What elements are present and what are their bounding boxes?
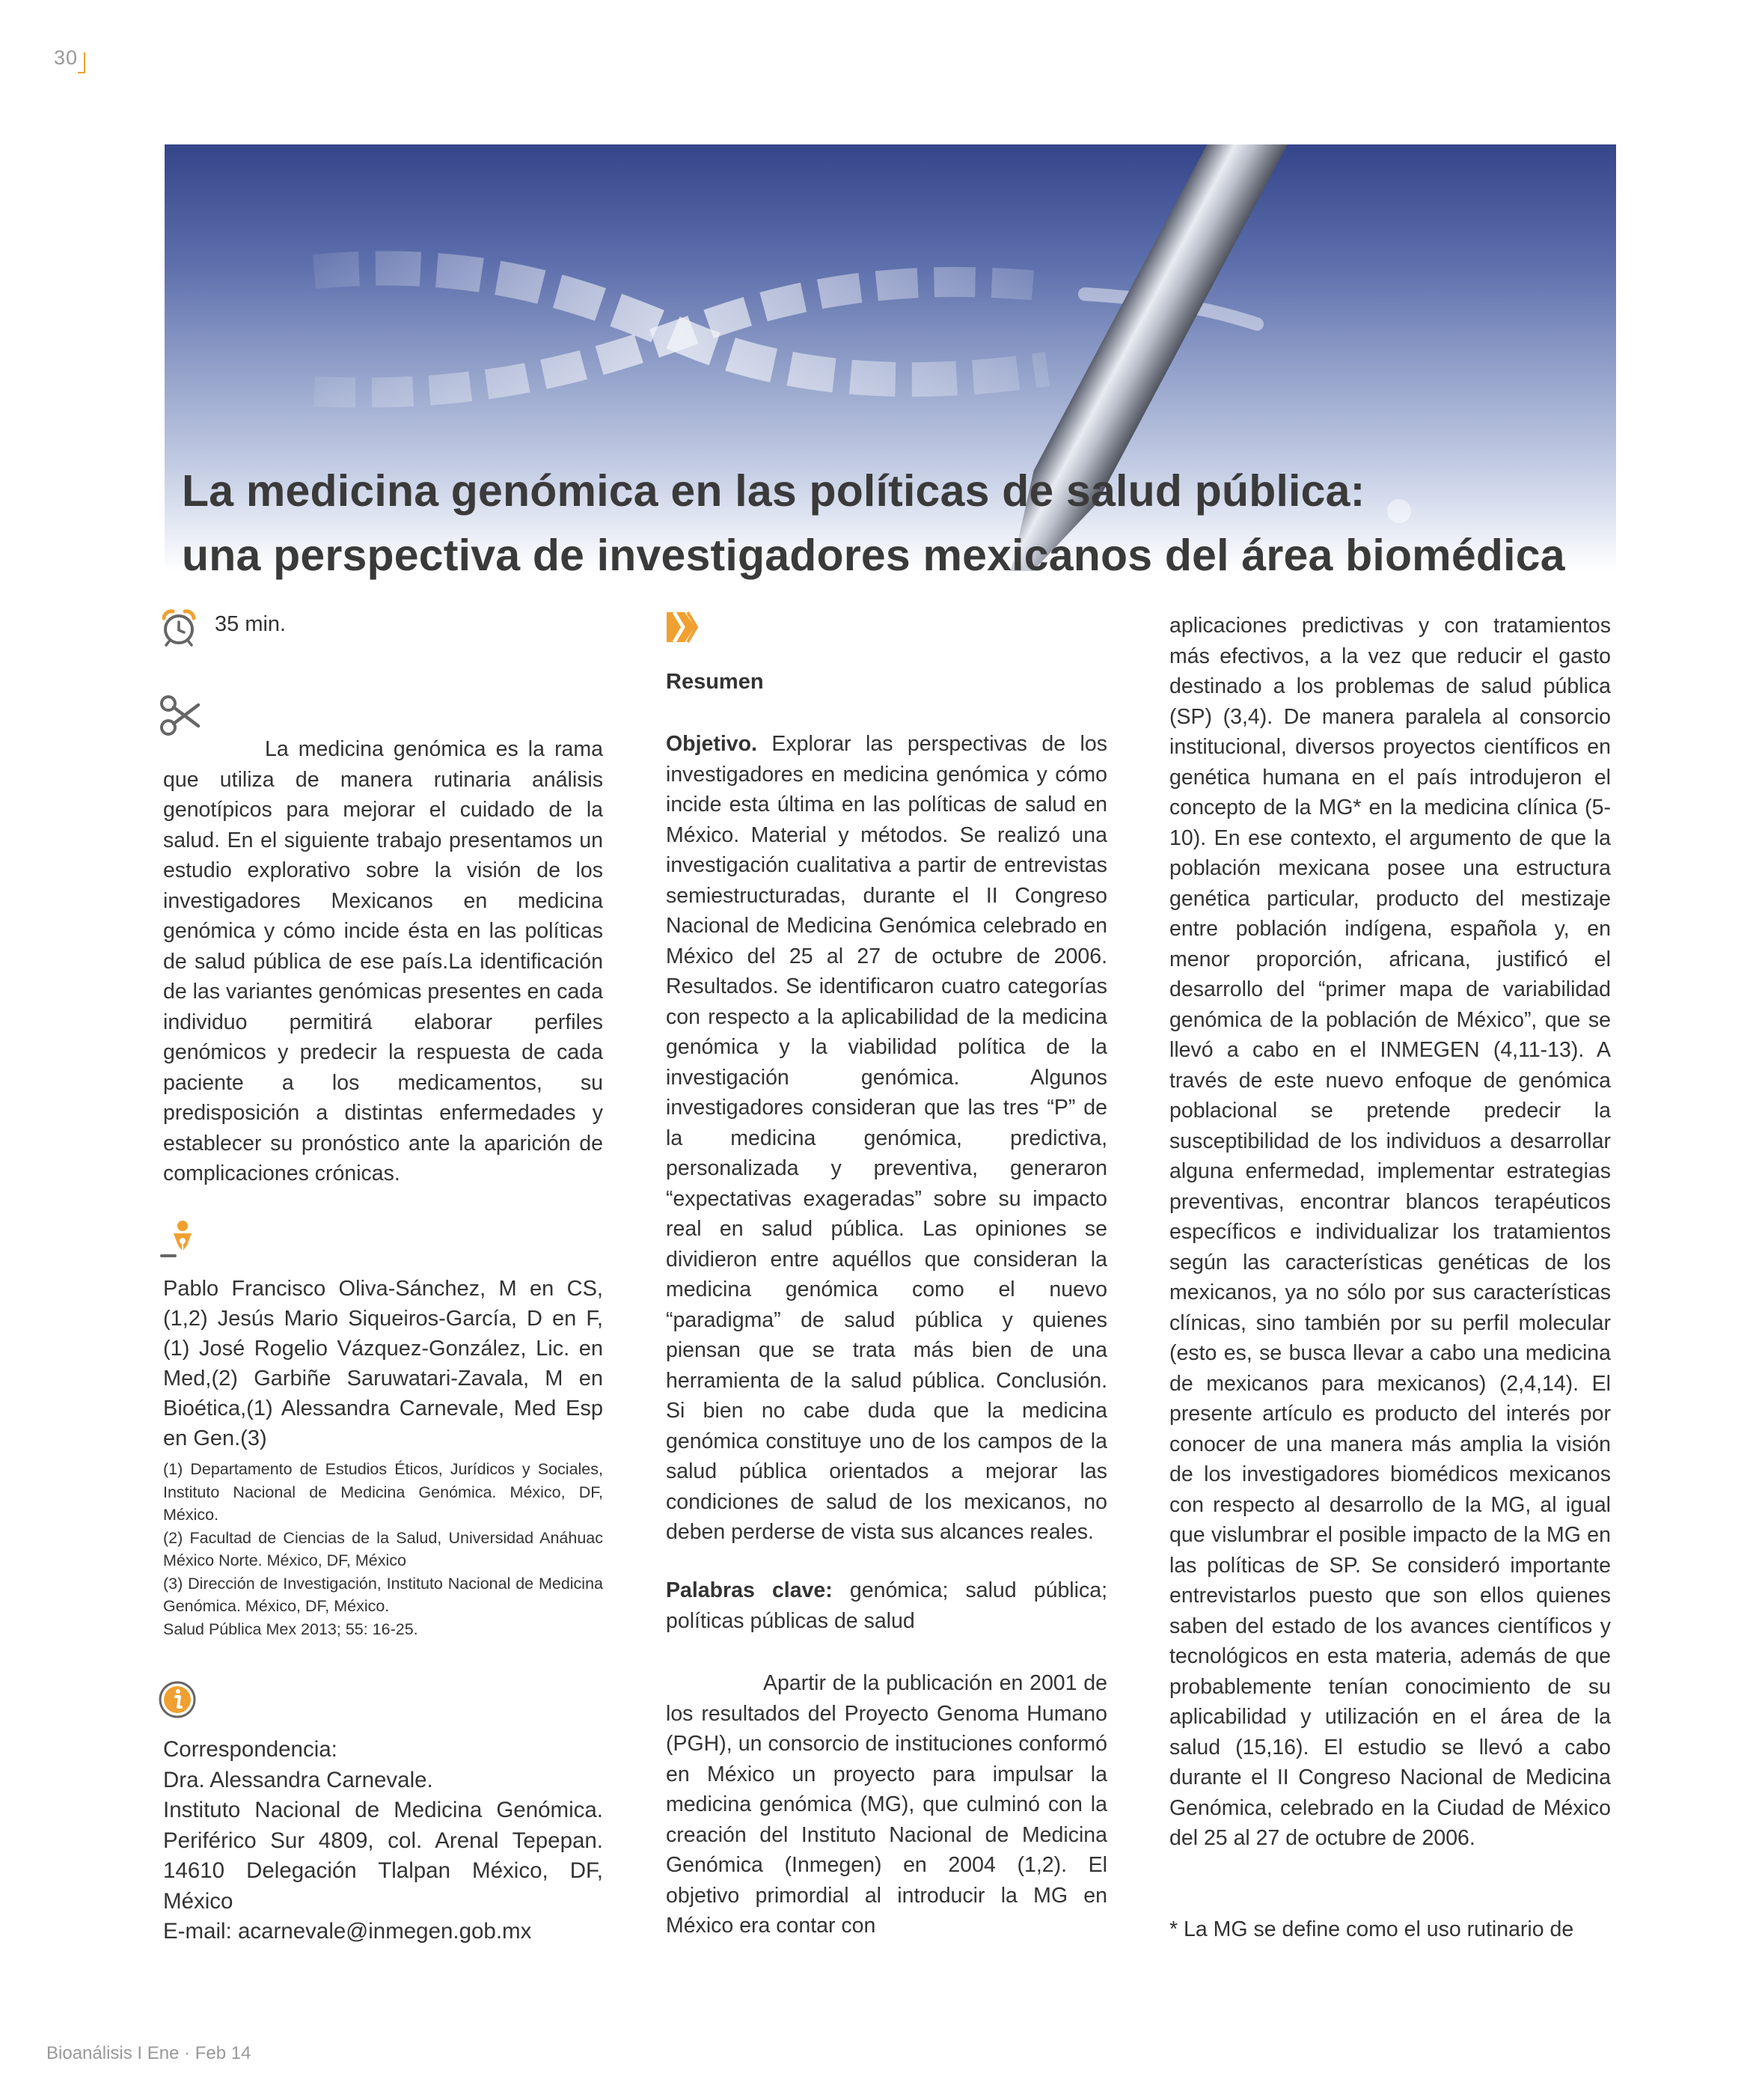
scissors-icon [159, 695, 201, 736]
correspondence-email: E-mail: acarnevale@inmegen.gob.mx [163, 1919, 532, 1944]
page-number: 30 [54, 46, 79, 69]
arrow-play-icon [665, 608, 698, 647]
summary-heading: Resumen [666, 670, 764, 694]
summary-lead: Objetivo. [666, 732, 757, 756]
alarm-clock-icon [159, 608, 198, 647]
affiliations [163, 1458, 603, 1640]
correspondence-address: Instituto Nacional de Medicina Genómica. Periférico Sur 4809, col. Arenal Tepepan. 14610 Delegación Tlalpan México, DF, México [163, 1798, 603, 1914]
affiliation-1: (1) Departamento de Estudios Éticos, Jurídicos y Sociales, Instituto Nacional de Medicina Genómica. México, DF, México. [163, 1460, 603, 1524]
affiliation-2: (2) Facultad de Ciencias de la Salud, Universidad Anáhuac México Norte. México, DF, México [163, 1528, 603, 1569]
keywords-lead: Palabras clave: [666, 1578, 833, 1602]
abstract-paragraph: La medicina genómica es la rama que utiliza de manera rutinaria análisis genotípicos para mejorar el cuidado de la salud. En el siguiente trabajo presentamos un estudio explorativo sobre la visión de los investigadores Mexicanos en medicina genómica y cómo incide ésta en las políticas de salud pública de ese país.La identificación de las variantes genómicas presentes en cada individuo permitirá elaborar perfiles genómicos y predecir la respuesta de cada paciente a los medicamentos, su predisposición a distintas enfermedades y establecer su pronóstico ante la aparición de complicaciones crónicas. [163, 737, 603, 1185]
article-title-line-1: La medicina genómica en las políticas de salud pública: [182, 466, 1365, 516]
correspondence-name: Dra. Alessandra Carnevale. [163, 1767, 433, 1792]
correspondence-label: Correspondencia: [163, 1737, 337, 1762]
keywords-text: genómica; salud pública; políticas públicas de salud [666, 1578, 1107, 1633]
body-paragraph-continued: aplicaciones predictivas y con tratamientos más efectivos, a la vez que reducir el gasto destinado a los problemas de salud pública (SP) (3,4). De manera paralela al consorcio institucional, diversos proyectos científicos en genética humana en el país introdujeron el concepto de la MG* en la medicina clínica (5-10). En ese contexto, el argumento de que la población mexicana posee una estructura genética particular, producto del mestizaje entre población indígena, española y, en menor proporción, africana, justificó el desarrollo del “primer mapa de variabilidad genómica de la población de México”, que se llevó a cabo en el INMEGEN (4,11-13). A través de este nuevo enfoque de genómica poblacional se pretende predecir la susceptibilidad de los individuos a desarrollar alguna enfermedad, implementar estrategias preventivas, encontrar blancos terapéuticos específicos e individualizar los tratamientos según las características genéticas de los mexicanos, ya no sólo por sus características clínicas, sino también por su perfil molecular (esto es, se busca llevar a cabo una medicina de mexicanos para mexicanos) (2,4,14). El presente artículo es producto del interés por conocer de una manera más amplia la visión de los investigadores biomédicos mexicanos con respecto al desarrollo de la MG, al igual que vislumbrar el posible impacto de la MG en las políticas de SP. Se consideró importante entrevistarlos puesto que son ellos quienes saben del estado de los avances científicos y tecnológicos en esta materia, además de que probablemente tenían conocimiento de su aplicabilidad y utilización en el área de la salud (15,16). El estudio se llevó a cabo durante el II Congreso Nacional de Medicina Genómica, celebrado en la Ciudad de México del 25 al 27 de octubre de 2006. [1169, 614, 1611, 1850]
article-title-line-2: una perspectiva de investigadores mexicanos del área biomédica [182, 531, 1565, 580]
page-footer: Bioanálisis I Ene · Feb 14 [46, 2043, 251, 2063]
page-number-accent [78, 52, 85, 73]
correspondence-block [163, 1735, 603, 1947]
intro-paragraph: Apartir de la publicación en 2001 de los resultados del Proyecto Genoma Humano (PGH), un consorcio de instituciones conformó en México un proyecto para impulsar la medicina genómica (MG), que culminó con la creación del Instituto Nacional de Medicina Genómica (Inmegen) en 2004 (1,2). El objetivo primordial al introducir la MG en México era contar con [666, 1671, 1107, 1938]
affiliation-3: (3) Dirección de Investigación, Instituto Nacional de Medicina Genómica. México, DF, México. [163, 1574, 603, 1615]
summary-text: Explorar las perspectivas de los investigadores en medicina genómica y cómo incide esta última en las políticas de salud en México. Material y métodos. Se realizó una investigación cualitativa a partir de entrevistas semiestructuradas, durante el II Congreso Nacional de Medicina Genómica celebrado en México del 25 al 27 de octubre de 2006. Resultados. Se identificaron cuatro categorías con respecto a la aplicabilidad de la medicina genómica y la viabilidad política de la investigación genómica. Algunos investigadores consideran que las tres “P” de la medicina genómica, predictiva, personalizada y preventiva, generaron “expectativas exageradas” sobre su impacto real en salud pública. Las opiniones se dividieron entre aquéllos que consideran la medicina genómica como el nuevo “paradigma” de salud pública y quienes piensan que se trata más bien de una herramienta de la salud pública. Conclusión. Si bien no cabe duda que la medicina genómica constituye uno de los campos de la salud pública orientados a mejorar las condiciones de salud de los mexicanos, no deben perderse de vista sus alcances reales. [666, 732, 1107, 1544]
summary-paragraph [666, 729, 1107, 1548]
info-icon [158, 1680, 197, 1719]
authors-list: Pablo Francisco Oliva-Sánchez, M en CS,(1,2) Jesús Mario Siqueiros-García, D en F,(1) José Rogelio Vázquez-González, Lic. en Med,(2) Garbiñe Saruwatari-Zavala, M en Bioética,(1) Alessandra Carnevale, Med Esp en Gen.(3) [163, 1277, 603, 1450]
footnote: * La MG se define como el uso rutinario de [1169, 1917, 1574, 1941]
reading-time: 35 min. [215, 612, 287, 636]
keywords [666, 1575, 1107, 1636]
pen-nib-icon [159, 1218, 199, 1259]
citation: Salud Pública Mex 2013; 55: 16-25. [163, 1620, 418, 1638]
